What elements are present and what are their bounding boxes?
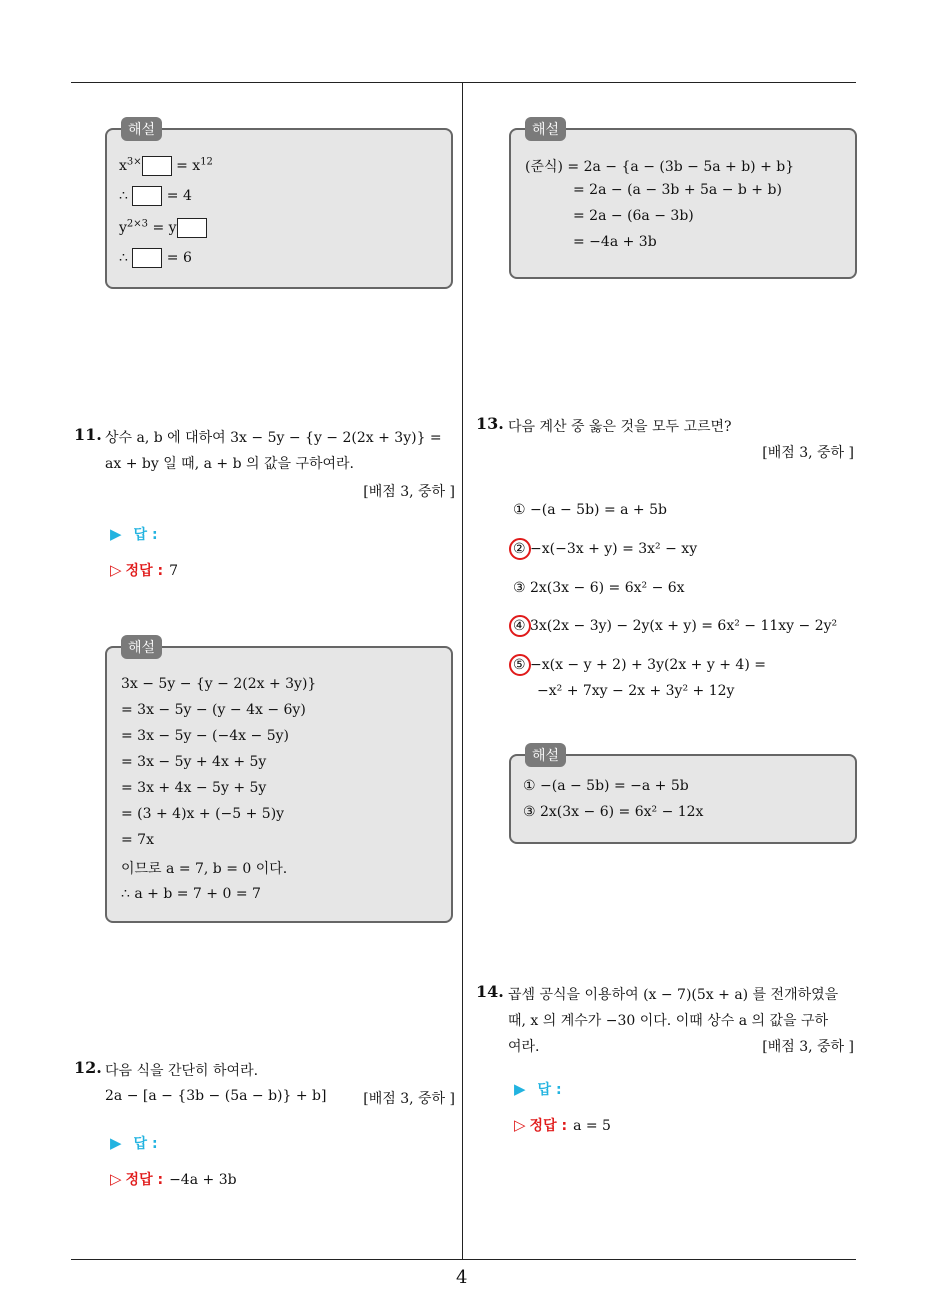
answer-label: 답 : (133, 1136, 158, 1152)
question-text: 여라. (508, 1039, 540, 1055)
blank-box (132, 248, 162, 268)
solution-tag: 해설 (121, 117, 162, 141)
solution-tag: 해설 (525, 743, 566, 767)
question-text: 다음 식을 간단히 하여라. (105, 1063, 259, 1079)
bottom-rule (71, 1259, 856, 1260)
blank-box (177, 218, 207, 238)
correct-value: −4a + 3b (169, 1172, 237, 1188)
solution-line: (준식) = 2a − {a − (3b − 5a + b) + b} (525, 159, 795, 175)
question-expression: 2a − [a − {3b − (5a − b)} + b] (105, 1088, 327, 1104)
question-number: 12. (74, 1058, 102, 1077)
solution-tag: 해설 (525, 117, 566, 141)
blank-box (132, 186, 162, 206)
solution-line: 이므로 a = 7, b = 0 이다. (121, 861, 288, 877)
solution-box-q10 (105, 122, 453, 289)
question-text: 때, x 의 계수가 −30 이다. 이때 상수 a 의 값을 구하 (508, 1013, 829, 1029)
solution-box-q13 (509, 748, 857, 844)
solution-line: = 2a − (6a − 3b) (573, 208, 694, 224)
solution-line: ∴ a + b = 7 + 0 = 7 (121, 886, 261, 902)
solution-line: = 7x (121, 832, 154, 848)
selected-mark-icon (509, 538, 531, 560)
correct-answer-row (514, 1115, 611, 1135)
question-number: 13. (476, 414, 504, 433)
question-number: 11. (74, 425, 102, 444)
correct-answer-row (110, 560, 178, 580)
selected-mark-icon (509, 654, 531, 676)
solution-line: = 3x − 5y − (−4x − 5y) (121, 728, 289, 744)
answer-row (110, 1133, 158, 1153)
blank-box (142, 156, 172, 176)
points-label: [배점 3, 중하 ] (363, 484, 455, 500)
solution-line: = −4a + 3b (573, 234, 657, 250)
solution-line: = (3 + 4)x + (−5 + 5)y (121, 806, 285, 822)
solution-line: ∴ = 6 (119, 250, 192, 266)
play-icon: ▶ (110, 1134, 122, 1152)
correct-label: 정답 : (125, 1172, 164, 1188)
solution-line: 3x − 5y − {y − 2(2x + 3y)} (121, 676, 317, 692)
option-2: ② −x(−3x + y) = 3x² − xy (513, 541, 698, 557)
correct-value: a = 5 (573, 1118, 611, 1134)
solution-line: $y^{2\times 3} = y$ (119, 218, 207, 238)
question-number: 14. (476, 982, 504, 1001)
answer-label: 답 : (133, 527, 158, 543)
option-3: ③ 2x(3x − 6) = 6x² − 6x (513, 580, 685, 596)
correct-label: 정답 : (125, 563, 164, 579)
points-label: [배점 3, 중하 ] (363, 1091, 455, 1107)
solution-line: $x^{3\times} = x^{12}$ (119, 156, 213, 174)
question-text: 상수 a, b 에 대하여 3x − 5y − {y − 2(2x + 3y)} = (105, 430, 442, 446)
top-rule (71, 82, 856, 83)
triangle-outline-icon: ▷ (110, 1170, 122, 1188)
selected-mark-icon (509, 615, 531, 637)
solution-line: = 3x − 5y + 4x + 5y (121, 754, 267, 770)
correct-answer-row (110, 1169, 237, 1189)
question-text: 곱셈 공식을 이용하여 (x − 7)(5x + a) 를 전개하였을 (508, 987, 839, 1003)
solution-line: = 3x − 5y − (y − 4x − 6y) (121, 702, 306, 718)
page-number: 4 (456, 1267, 468, 1288)
column-divider (462, 83, 463, 1260)
solution-line: = 2a − (a − 3b + 5a − b + b) (573, 182, 782, 198)
answer-label: 답 : (537, 1082, 562, 1098)
correct-label: 정답 : (529, 1118, 568, 1134)
points-label: [배점 3, 중하 ] (762, 1039, 854, 1055)
play-icon: ▶ (110, 525, 122, 543)
question-text: ax + by 일 때, a + b 의 값을 구하여라. (105, 456, 355, 472)
solution-box-q11 (105, 640, 453, 923)
solution-line: ③ 2x(3x − 6) = 6x² − 12x (523, 804, 704, 820)
option-4: ④ 3x(2x − 3y) − 2y(x + y) = 6x² − 11xy − 2y² (513, 618, 838, 634)
triangle-outline-icon: ▷ (110, 561, 122, 579)
points-label: [배점 3, 중하 ] (762, 445, 854, 461)
triangle-outline-icon: ▷ (514, 1116, 526, 1134)
option-1: ① −(a − 5b) = a + 5b (513, 502, 667, 518)
question-text: 다음 계산 중 옳은 것을 모두 고르면? (508, 419, 732, 435)
solution-line: ∴ = 4 (119, 188, 192, 204)
answer-row (110, 524, 158, 544)
correct-value: 7 (169, 563, 178, 579)
option-5-continuation: −x² + 7xy − 2x + 3y² + 12y (537, 683, 735, 699)
solution-line: ① −(a − 5b) = −a + 5b (523, 778, 689, 794)
option-5: ⑤ −x(x − y + 2) + 3y(2x + y + 4) = (513, 657, 766, 673)
solution-tag: 해설 (121, 635, 162, 659)
solution-box-q12 (509, 122, 857, 279)
answer-row (514, 1079, 562, 1099)
play-icon: ▶ (514, 1080, 526, 1098)
solution-line: = 3x + 4x − 5y + 5y (121, 780, 267, 796)
